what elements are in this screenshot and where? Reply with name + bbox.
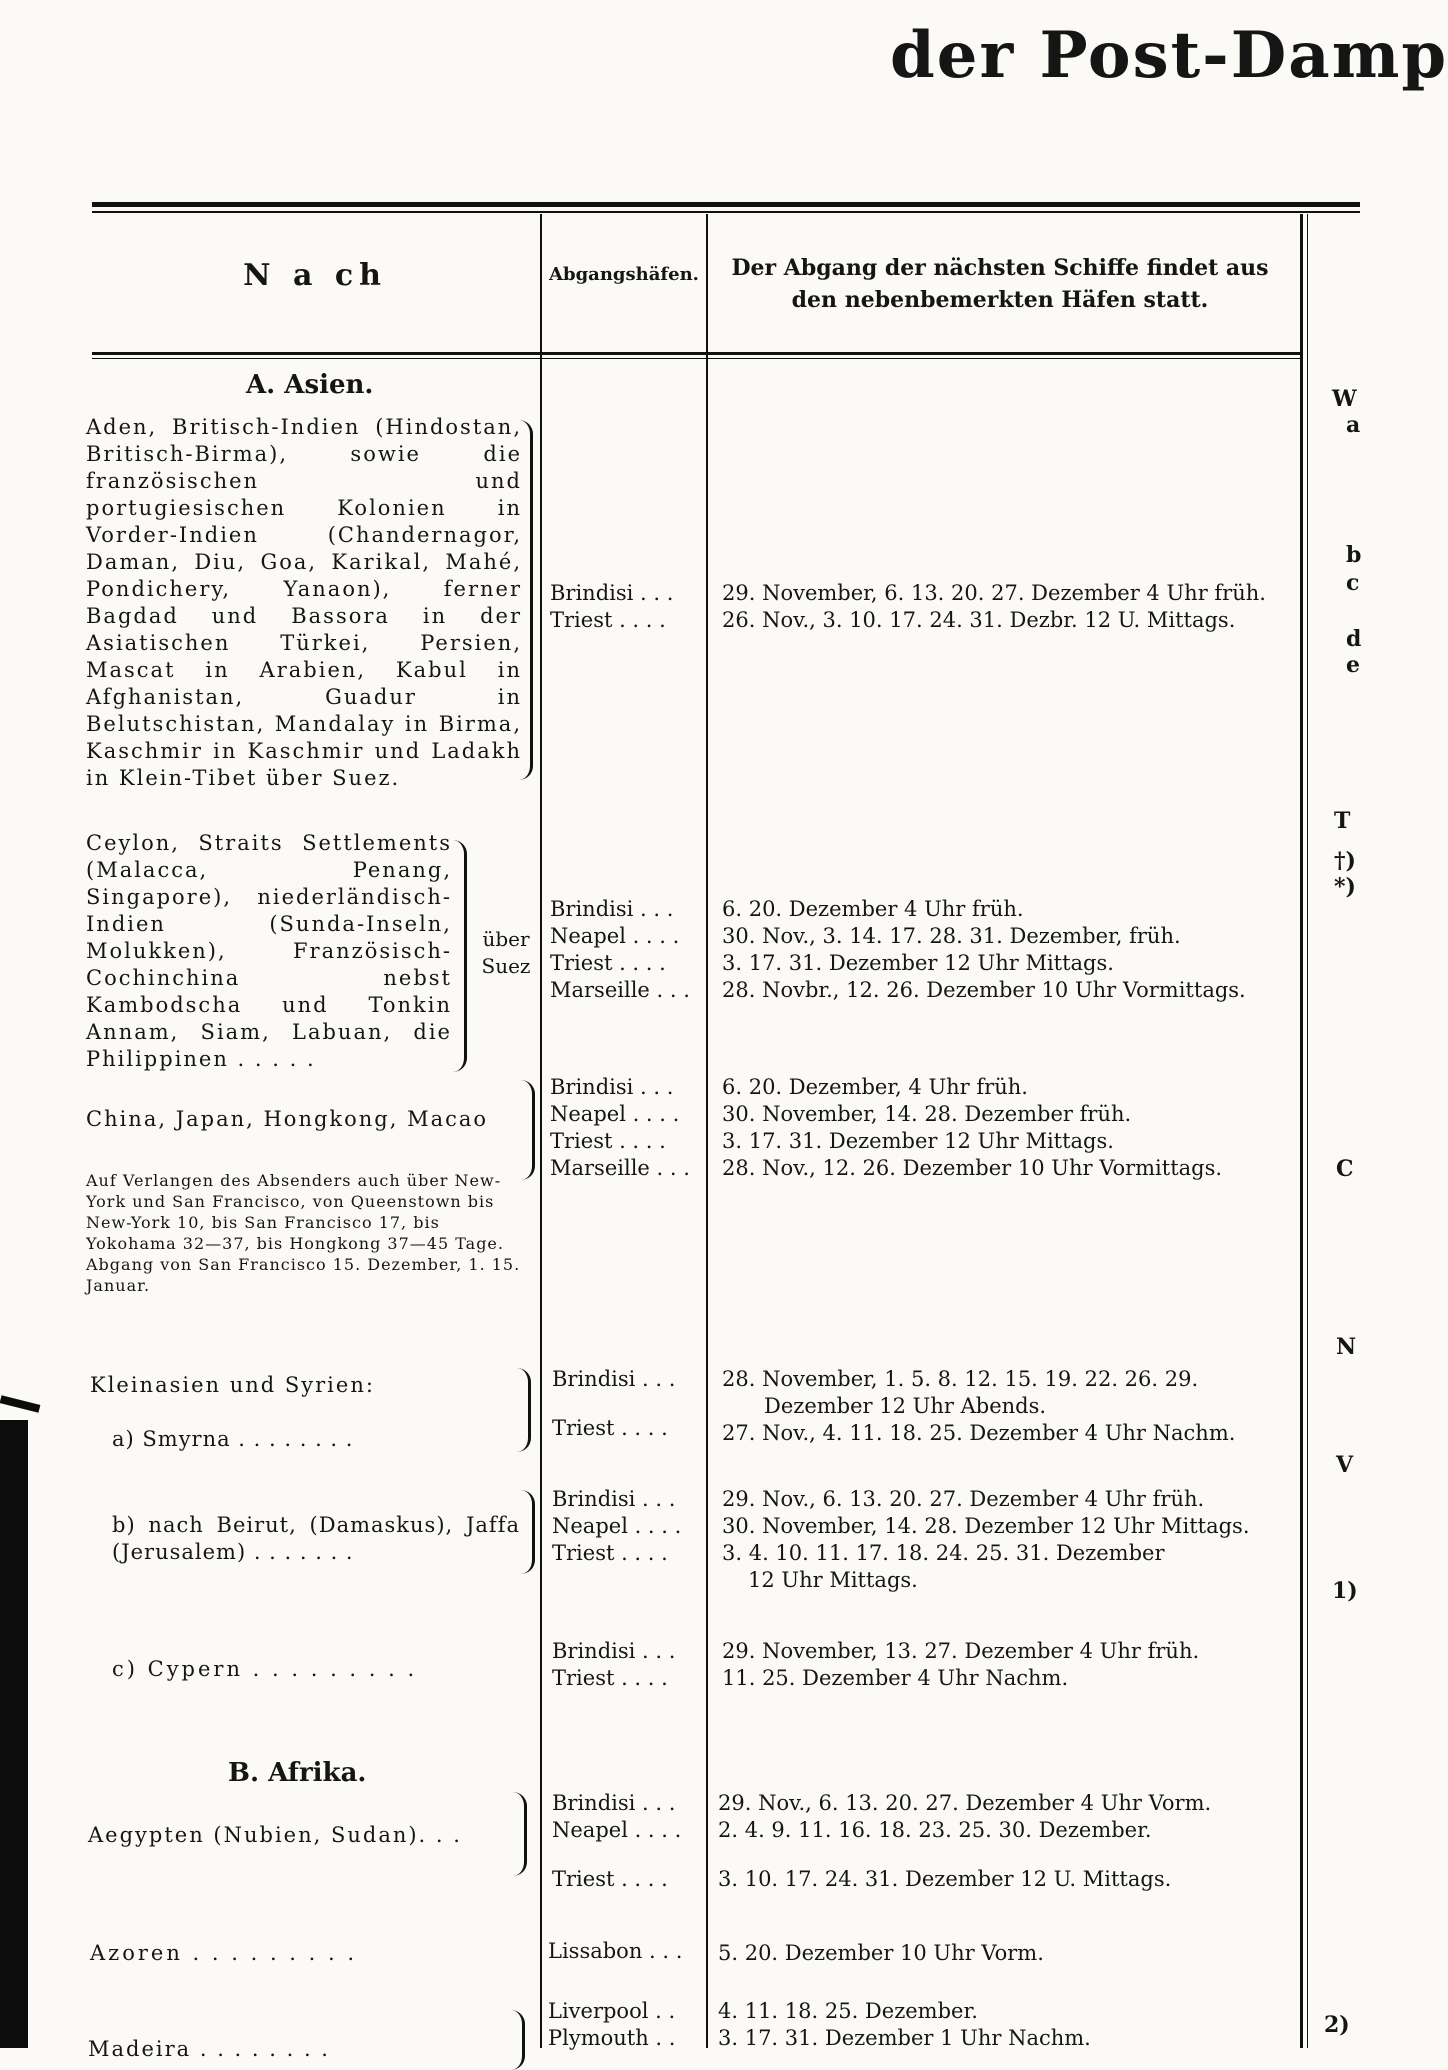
margin-fragment: V bbox=[1336, 1452, 1354, 1478]
port: Neapel . . . . bbox=[552, 1818, 682, 1842]
section-africa: B. Afrika. bbox=[228, 1758, 367, 1788]
port: Triest . . . . bbox=[550, 1129, 666, 1153]
schedule-line: 6. 20. Dezember, 4 Uhr früh. bbox=[722, 1075, 1028, 1099]
ports-cypern bbox=[552, 1638, 675, 1692]
destination-madeira: Madeira . . . . . . . . bbox=[88, 2037, 330, 2061]
margin-fragment: W bbox=[1332, 386, 1357, 412]
schedule-cypern bbox=[722, 1638, 1199, 1692]
ports-azoren bbox=[548, 1938, 682, 1965]
port: Brindisi . . . bbox=[550, 897, 674, 921]
section-asia: A. Asien. bbox=[246, 370, 374, 400]
top-rule-thin bbox=[92, 211, 1360, 213]
port: Neapel . . . . bbox=[550, 924, 680, 948]
schedule-line: 26. Nov., 3. 10. 17. 24. 31. Dezbr. 12 U. Mittags. bbox=[722, 608, 1236, 632]
margin-fragment: d bbox=[1346, 626, 1362, 652]
schedule-line: 5. 20. Dezember 10 Uhr Vorm. bbox=[718, 1941, 1044, 1965]
schedule-line: 29. Nov., 6. 13. 20. 27. Dezember 4 Uhr früh. bbox=[722, 1487, 1205, 1511]
margin-fragment: e bbox=[1346, 652, 1360, 678]
schedule-line: 2. 4. 9. 11. 16. 18. 23. 25. 30. Dezember. bbox=[718, 1818, 1152, 1842]
schedule-aden bbox=[722, 580, 1266, 634]
brace-aden bbox=[518, 420, 533, 780]
port: Neapel . . . . bbox=[552, 1514, 682, 1538]
destination-aden: Aden, Britisch-Indien (Hindostan, Britisch-Birma), sowie die französischen und portugiesischen Kolonien in Vorder-Indien (Chandernagor, Daman, Diu, Goa, Karikal, Mahé, Pondichery, Yanaon), ferner Bagdad und Bassora in der Asiatischen Türkei, Persien, Mascat in Arabien, Kabul in Afghanistan, Guadur in Belutschistan, Mandalay in Birma, Kaschmir in Kaschmir und Ladakh in Klein-Tibet über Suez. bbox=[86, 415, 522, 790]
destination-ceylon: Ceylon, Straits Settlements (Malacca, Penang, Singapore), niederländisch-Indien (Sunda-Inseln, Molukken), Französisch-Cochinchina nebst Kambodscha und Tonkin Annam, Siam, Labuan, die Philippinen . . . . . bbox=[86, 831, 452, 1071]
port: Triest . . . . bbox=[550, 608, 666, 632]
port: Brindisi . . . bbox=[552, 1639, 676, 1663]
margin-fragment: †) bbox=[1334, 848, 1356, 874]
schedule-line: 3. 17. 31. Dezember 12 Uhr Mittags. bbox=[722, 1129, 1114, 1153]
schedule-line: 29. November, 13. 27. Dezember 4 Uhr früh. bbox=[722, 1639, 1200, 1663]
schedule-line: 3. 17. 31. Dezember 1 Uhr Nachm. bbox=[718, 2026, 1091, 2050]
margin-fragment: N bbox=[1336, 1334, 1357, 1360]
port: Triest . . . . bbox=[552, 1416, 668, 1440]
schedule-azoren bbox=[718, 1940, 1044, 1967]
col-divider-4 bbox=[1307, 214, 1308, 2048]
port: Brindisi . . . bbox=[552, 1487, 676, 1511]
destination-smyrna: a) Smyrna . . . . . . . . bbox=[112, 1427, 354, 1451]
ports-madeira bbox=[548, 1998, 675, 2052]
schedule-line: 30. November, 14. 28. Dezember 12 Uhr Mittags. bbox=[722, 1514, 1250, 1538]
port: Brindisi . . . bbox=[550, 1075, 674, 1099]
schedule-line: 30. Nov., 3. 14. 17. 28. 31. Dezember, früh. bbox=[722, 924, 1181, 948]
schedule-smyrna bbox=[722, 1366, 1235, 1447]
schedule-line: 12 Uhr Mittags. bbox=[748, 1568, 918, 1592]
margin-fragment: 2) bbox=[1324, 2012, 1350, 2038]
schedule-madeira bbox=[718, 1998, 1091, 2052]
ports-china bbox=[550, 1074, 690, 1182]
margin-fragment: c bbox=[1346, 570, 1360, 596]
port: Triest . . . . bbox=[550, 951, 666, 975]
schedule-aegypten bbox=[718, 1790, 1211, 1893]
port: Marseille . . . bbox=[550, 1156, 690, 1180]
scan-edge-shadow bbox=[0, 1420, 28, 2048]
port: Triest . . . . bbox=[552, 1867, 668, 1891]
port: Triest . . . . bbox=[552, 1666, 668, 1690]
destination-cypern: c) Cypern . . . . . . . . . bbox=[112, 1657, 418, 1681]
header-destination: N a ch bbox=[243, 258, 387, 293]
col-divider-2 bbox=[706, 214, 708, 2048]
ports-beirut bbox=[552, 1486, 681, 1567]
port: Plymouth . . bbox=[548, 2026, 676, 2050]
schedule-line: Dezember 12 Uhr Abends. bbox=[764, 1394, 1047, 1418]
schedule-line: 29. Nov., 6. 13. 20. 27. Dezember 4 Uhr Vorm. bbox=[718, 1791, 1212, 1815]
margin-fragment: 1) bbox=[1332, 1578, 1358, 1604]
brace-beirut bbox=[520, 1490, 535, 1574]
via-suez: über Suez bbox=[481, 927, 531, 978]
schedule-line: 28. Novbr., 12. 26. Dezember 10 Uhr Vormittags. bbox=[722, 978, 1246, 1002]
top-rule bbox=[92, 202, 1360, 207]
schedule-line: 28. November, 1. 5. 8. 12. 15. 19. 22. 26. 29. bbox=[722, 1367, 1199, 1391]
ports-smyrna bbox=[552, 1366, 675, 1442]
port: Neapel . . . . bbox=[550, 1102, 680, 1126]
margin-fragment: b bbox=[1346, 542, 1362, 568]
schedule-line: 3. 10. 17. 24. 31. Dezember 12 U. Mittags. bbox=[718, 1867, 1172, 1891]
schedule-line: 11. 25. Dezember 4 Uhr Nachm. bbox=[722, 1666, 1069, 1690]
brace-smyrna bbox=[516, 1368, 531, 1452]
brace-ceylon bbox=[452, 840, 467, 1072]
destination-china: China, Japan, Hongkong, Macao bbox=[86, 1107, 489, 1131]
brace-madeira bbox=[510, 2010, 525, 2070]
schedule-china bbox=[722, 1074, 1222, 1182]
port: Marseille . . . bbox=[550, 978, 690, 1002]
schedule-line: 28. Nov., 12. 26. Dezember 10 Uhr Vormittags. bbox=[722, 1156, 1223, 1180]
schedule-line: 3. 4. 10. 11. 17. 18. 24. 25. 31. Dezember bbox=[722, 1541, 1165, 1565]
col-divider-1 bbox=[540, 214, 542, 2048]
ports-ceylon bbox=[550, 896, 690, 1004]
schedule-line: 30. November, 14. 28. Dezember früh. bbox=[722, 1102, 1132, 1126]
ports-aden bbox=[550, 580, 673, 634]
header-rule bbox=[92, 352, 1302, 355]
margin-fragment: T bbox=[1334, 808, 1351, 834]
schedule-line: 4. 11. 18. 25. Dezember. bbox=[718, 1999, 978, 2023]
brace-china bbox=[520, 1080, 535, 1180]
scan-edge-mark bbox=[0, 1395, 40, 1412]
col-divider-3 bbox=[1300, 214, 1303, 2048]
schedule-line: 27. Nov., 4. 11. 18. 25. Dezember 4 Uhr Nachm. bbox=[722, 1421, 1236, 1445]
schedule-line: 6. 20. Dezember 4 Uhr früh. bbox=[722, 897, 1024, 921]
destination-azoren: Azoren . . . . . . . . . bbox=[90, 1941, 358, 1965]
schedule-beirut bbox=[722, 1486, 1250, 1594]
header-ports: Abgangshäfen. bbox=[549, 264, 699, 285]
destination-aegypten: Aegypten (Nubien, Sudan). . . bbox=[88, 1823, 462, 1847]
port: Liverpool . . bbox=[548, 1999, 676, 2023]
page-title: der Post-Damp bbox=[890, 18, 1448, 93]
header-rule-2 bbox=[92, 358, 1302, 359]
margin-fragment: a bbox=[1346, 412, 1361, 438]
destination-kleinasien: Kleinasien und Syrien: bbox=[90, 1373, 375, 1397]
note-china: Auf Verlangen des Absenders auch über New-York und San Francisco, von Queenstown bis New-York 10, bis San Francisco 17, bis Yokohama 32—37, bis Hongkong 37—45 Tage. Abgang von San Francisco 15. Dezember, 1. 15. Januar. bbox=[86, 1171, 521, 1295]
schedule-line: 29. November, 6. 13. 20. 27. Dezember 4 Uhr früh. bbox=[722, 581, 1266, 605]
brace-aegypten bbox=[512, 1792, 527, 1876]
port: Brindisi . . . bbox=[552, 1367, 676, 1391]
margin-fragment: C bbox=[1336, 1156, 1354, 1182]
schedule-ceylon bbox=[722, 896, 1246, 1004]
destination-beirut: b) nach Beirut, (Damaskus), Jaffa (Jerusalem) . . . . . . . bbox=[112, 1513, 520, 1564]
port: Lissabon . . . bbox=[548, 1939, 683, 1963]
port: Brindisi . . . bbox=[552, 1791, 676, 1815]
port: Brindisi . . . bbox=[550, 581, 674, 605]
port: Triest . . . . bbox=[552, 1541, 668, 1565]
schedule-line: 3. 17. 31. Dezember 12 Uhr Mittags. bbox=[722, 951, 1114, 975]
margin-fragment: *) bbox=[1334, 874, 1356, 900]
header-schedule: Der Abgang der nächsten Schiffe findet aus den nebenbemerkten Häfen statt. bbox=[731, 255, 1269, 313]
ports-aegypten bbox=[552, 1790, 681, 1893]
